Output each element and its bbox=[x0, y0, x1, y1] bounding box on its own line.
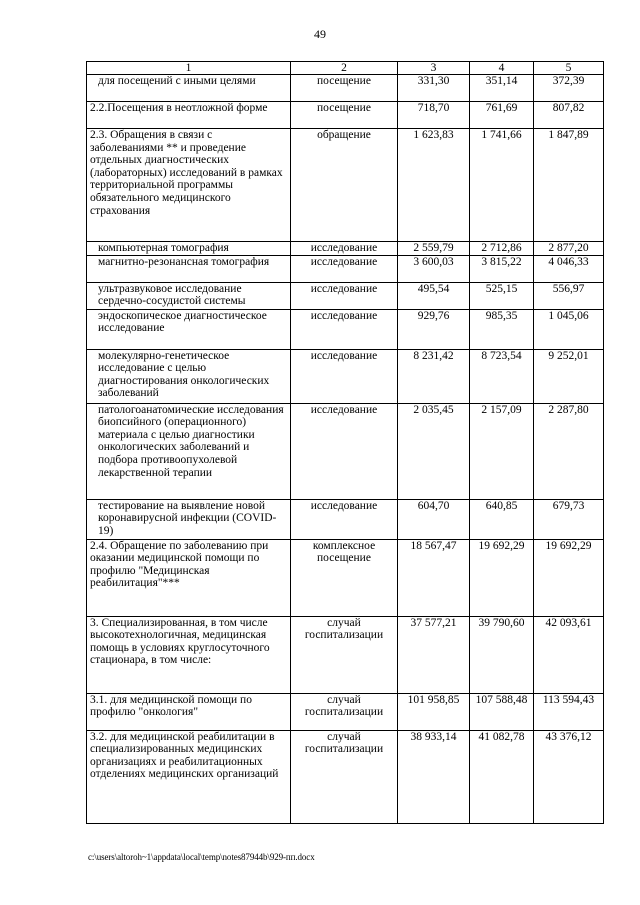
row-value-2025-cell bbox=[534, 242, 604, 256]
row-value-2024-text: 107 588,48 bbox=[475, 693, 528, 706]
row-name-text: компьютерная томография bbox=[98, 242, 229, 254]
row-unit-text: комплексное посещение bbox=[312, 539, 376, 565]
row-value-2024-cell bbox=[470, 102, 534, 129]
tariff-table bbox=[86, 61, 604, 824]
row-name-cell bbox=[87, 242, 291, 256]
row-value-2024-cell bbox=[470, 539, 534, 616]
row-name-cell bbox=[87, 75, 291, 102]
row-unit-text: исследование bbox=[310, 255, 378, 268]
row-value-2024-cell bbox=[470, 616, 534, 693]
header-cell: 1 bbox=[87, 62, 291, 75]
row-name-cell bbox=[87, 730, 291, 823]
row-value-2024-text: 525,15 bbox=[485, 282, 518, 295]
row-value-2025-cell bbox=[534, 349, 604, 403]
row-value-2023-cell bbox=[398, 403, 470, 499]
row-name-cell bbox=[87, 616, 291, 693]
row-value-2023-cell bbox=[398, 539, 470, 616]
row-value-2023-cell bbox=[398, 282, 470, 309]
row-value-2024-text: 3 815,22 bbox=[481, 255, 522, 268]
row-unit-cell bbox=[291, 693, 398, 730]
row-value-2023-text: 2 035,45 bbox=[413, 403, 454, 416]
table-row bbox=[87, 403, 604, 499]
row-value-2024-cell bbox=[470, 349, 534, 403]
document-path: c:\users\altoroh~1\appdata\local\temp\notes87944b\929-пп.docx bbox=[88, 852, 315, 862]
row-value-2024-cell bbox=[470, 129, 534, 242]
row-unit-cell bbox=[291, 730, 398, 823]
row-value-2023-cell bbox=[398, 75, 470, 102]
row-unit-text: исследование bbox=[310, 349, 378, 362]
row-name-text: патологоанатомические исследования биопсийного (операционного) материала с целью диагностики онкологических заболеваний и подбора противоопухолевой лекарственной терапии bbox=[98, 403, 284, 479]
row-value-2023-cell bbox=[398, 349, 470, 403]
page-number: 49 bbox=[314, 27, 326, 41]
row-name-text: эндоскопическое диагностическое исследование bbox=[98, 309, 267, 335]
row-value-2025-text: 4 046,33 bbox=[548, 255, 589, 268]
row-value-2024-cell bbox=[470, 730, 534, 823]
table-row bbox=[87, 75, 604, 102]
row-value-2023-text: 3 600,03 bbox=[413, 255, 454, 268]
row-unit-text: случай госпитализации bbox=[304, 693, 384, 719]
row-value-2024-text: 1 741,66 bbox=[481, 129, 522, 141]
row-name-text: тестирование на выявление новой коронавирусной инфекции (COVID-19) bbox=[98, 499, 277, 537]
row-value-2024-text: 2 157,09 bbox=[481, 403, 522, 416]
row-name-text: 2.3. Обращения в связи с заболеваниями ** и проведение отдельных диагностических (лабораторных) исследований в рамках территориальной программы обязательного медицинского страхования bbox=[90, 129, 283, 217]
row-unit-cell bbox=[291, 309, 398, 349]
row-unit-text: исследование bbox=[310, 499, 378, 512]
row-value-2025-cell bbox=[534, 499, 604, 539]
row-value-2025-text: 372,39 bbox=[552, 75, 585, 87]
row-value-2025-cell bbox=[534, 129, 604, 242]
row-value-2023-cell bbox=[398, 309, 470, 349]
row-name-text: ультразвуковое исследование сердечно-сосудистой системы bbox=[98, 282, 246, 308]
row-value-2024-text: 985,35 bbox=[485, 309, 518, 322]
table-row bbox=[87, 616, 604, 693]
row-unit-cell bbox=[291, 282, 398, 309]
row-value-2025-text: 807,82 bbox=[552, 102, 585, 114]
row-unit-cell bbox=[291, 102, 398, 129]
row-unit-text: исследование bbox=[310, 403, 378, 416]
table-row bbox=[87, 255, 604, 282]
row-unit-text: посещение bbox=[317, 102, 371, 114]
header-cell: 2 bbox=[291, 62, 398, 75]
row-value-2023-text: 101 958,85 bbox=[407, 693, 460, 706]
row-value-2024-cell bbox=[470, 499, 534, 539]
row-value-2024-cell bbox=[470, 309, 534, 349]
row-name-text: 2.2.Посещения в неотложной форме bbox=[90, 102, 268, 114]
row-value-2024-text: 761,69 bbox=[485, 102, 518, 114]
row-value-2024-text: 8 723,54 bbox=[481, 349, 522, 362]
row-name-text: молекулярно-генетическое исследование с целью диагностирования онкологических заболеваний bbox=[98, 349, 270, 400]
row-unit-cell bbox=[291, 616, 398, 693]
row-value-2024-text: 41 082,78 bbox=[478, 730, 525, 743]
row-value-2023-cell bbox=[398, 242, 470, 256]
row-value-2025-text: 19 692,29 bbox=[545, 539, 592, 552]
table-row bbox=[87, 349, 604, 403]
row-name-cell bbox=[87, 129, 291, 242]
row-value-2025-cell bbox=[534, 309, 604, 349]
table-row bbox=[87, 129, 604, 242]
row-value-2023-text: 604,70 bbox=[417, 499, 450, 512]
row-unit-text: исследование bbox=[310, 242, 378, 254]
row-name-text: 3.2. для медицинской реабилитации в специализированных медицинских организациях и реабилитационных отделениях медицинских организаций bbox=[90, 730, 279, 781]
row-name-cell bbox=[87, 102, 291, 129]
row-value-2023-text: 495,54 bbox=[417, 282, 450, 295]
table-row bbox=[87, 102, 604, 129]
row-value-2025-cell bbox=[534, 282, 604, 309]
row-name-cell bbox=[87, 693, 291, 730]
row-value-2025-cell bbox=[534, 730, 604, 823]
row-value-2025-cell bbox=[534, 403, 604, 499]
row-value-2023-cell bbox=[398, 730, 470, 823]
row-value-2024-cell bbox=[470, 255, 534, 282]
table-row bbox=[87, 282, 604, 309]
row-name-cell bbox=[87, 255, 291, 282]
row-name-cell bbox=[87, 309, 291, 349]
row-value-2025-cell bbox=[534, 102, 604, 129]
row-name-cell bbox=[87, 499, 291, 539]
row-value-2025-cell bbox=[534, 75, 604, 102]
row-value-2025-cell bbox=[534, 616, 604, 693]
table-row bbox=[87, 309, 604, 349]
row-value-2025-cell bbox=[534, 693, 604, 730]
row-unit-cell bbox=[291, 129, 398, 242]
row-unit-text: исследование bbox=[310, 282, 378, 295]
row-value-2023-text: 37 577,21 bbox=[410, 616, 457, 629]
row-unit-cell bbox=[291, 242, 398, 256]
row-value-2023-text: 2 559,79 bbox=[413, 242, 454, 254]
row-value-2023-text: 1 623,83 bbox=[413, 129, 454, 141]
row-value-2023-text: 929,76 bbox=[417, 309, 450, 322]
header-row bbox=[87, 62, 604, 75]
table-row bbox=[87, 693, 604, 730]
row-value-2025-text: 1 045,06 bbox=[548, 309, 589, 322]
row-unit-text: случай госпитализации bbox=[304, 616, 384, 642]
row-value-2023-cell bbox=[398, 499, 470, 539]
row-value-2024-text: 2 712,86 bbox=[481, 242, 522, 254]
row-value-2023-text: 718,70 bbox=[417, 102, 450, 114]
header-cell: 4 bbox=[470, 62, 534, 75]
row-value-2025-text: 42 093,61 bbox=[545, 616, 592, 629]
row-name-cell bbox=[87, 282, 291, 309]
row-value-2023-text: 38 933,14 bbox=[410, 730, 457, 743]
row-value-2024-cell bbox=[470, 75, 534, 102]
row-value-2024-text: 351,14 bbox=[485, 75, 518, 87]
row-value-2025-text: 9 252,01 bbox=[548, 349, 589, 362]
row-value-2023-cell bbox=[398, 255, 470, 282]
row-value-2023-cell bbox=[398, 693, 470, 730]
row-value-2023-text: 331,30 bbox=[417, 75, 450, 87]
header-cell: 3 bbox=[398, 62, 470, 75]
table-row bbox=[87, 730, 604, 823]
row-value-2025-text: 1 847,89 bbox=[548, 129, 589, 141]
row-value-2023-text: 8 231,42 bbox=[413, 349, 454, 362]
table-row bbox=[87, 539, 604, 616]
row-value-2024-text: 19 692,29 bbox=[478, 539, 525, 552]
row-unit-cell bbox=[291, 499, 398, 539]
row-value-2024-cell bbox=[470, 242, 534, 256]
row-value-2025-text: 2 287,80 bbox=[548, 403, 589, 416]
table-body bbox=[87, 75, 604, 824]
row-value-2024-cell bbox=[470, 282, 534, 309]
row-name-text: 3. Специализированная, в том числе высокотехнологичная, медицинская помощь в условиях круглосуточного стационара, в том числе: bbox=[90, 616, 270, 667]
row-name-cell bbox=[87, 349, 291, 403]
row-unit-cell bbox=[291, 75, 398, 102]
row-unit-text: обращение bbox=[317, 129, 371, 141]
row-name-text: 2.4. Обращение по заболеванию при оказании медицинской помощи по профилю "Медицинская реабилитация"*** bbox=[90, 539, 269, 590]
row-unit-text: исследование bbox=[310, 309, 378, 322]
row-name-text: магнитно-резонансная томография bbox=[98, 255, 270, 268]
row-unit-cell bbox=[291, 255, 398, 282]
row-name-cell bbox=[87, 539, 291, 616]
row-name-text: 3.1. для медицинской помощи по профилю "онкология" bbox=[90, 693, 252, 719]
row-value-2024-cell bbox=[470, 403, 534, 499]
row-value-2025-cell bbox=[534, 539, 604, 616]
table-row bbox=[87, 242, 604, 256]
row-value-2025-text: 556,97 bbox=[552, 282, 585, 295]
row-value-2023-text: 18 567,47 bbox=[410, 539, 457, 552]
row-name-cell bbox=[87, 403, 291, 499]
header-cell: 5 bbox=[534, 62, 604, 75]
row-unit-cell bbox=[291, 403, 398, 499]
row-unit-text: посещение bbox=[317, 75, 371, 87]
row-value-2025-text: 43 376,12 bbox=[545, 730, 592, 743]
row-unit-text: случай госпитализации bbox=[304, 730, 384, 756]
row-value-2025-cell bbox=[534, 255, 604, 282]
row-value-2024-cell bbox=[470, 693, 534, 730]
row-value-2024-text: 39 790,60 bbox=[478, 616, 525, 629]
table-row bbox=[87, 499, 604, 539]
row-unit-cell bbox=[291, 539, 398, 616]
row-value-2023-cell bbox=[398, 102, 470, 129]
row-name-text: для посещений с иными целями bbox=[98, 75, 256, 87]
row-value-2025-text: 113 594,43 bbox=[542, 693, 595, 706]
row-value-2025-text: 2 877,20 bbox=[548, 242, 589, 254]
row-value-2025-text: 679,73 bbox=[552, 499, 585, 512]
row-value-2023-cell bbox=[398, 616, 470, 693]
row-unit-cell bbox=[291, 349, 398, 403]
row-value-2023-cell bbox=[398, 129, 470, 242]
row-value-2024-text: 640,85 bbox=[485, 499, 518, 512]
